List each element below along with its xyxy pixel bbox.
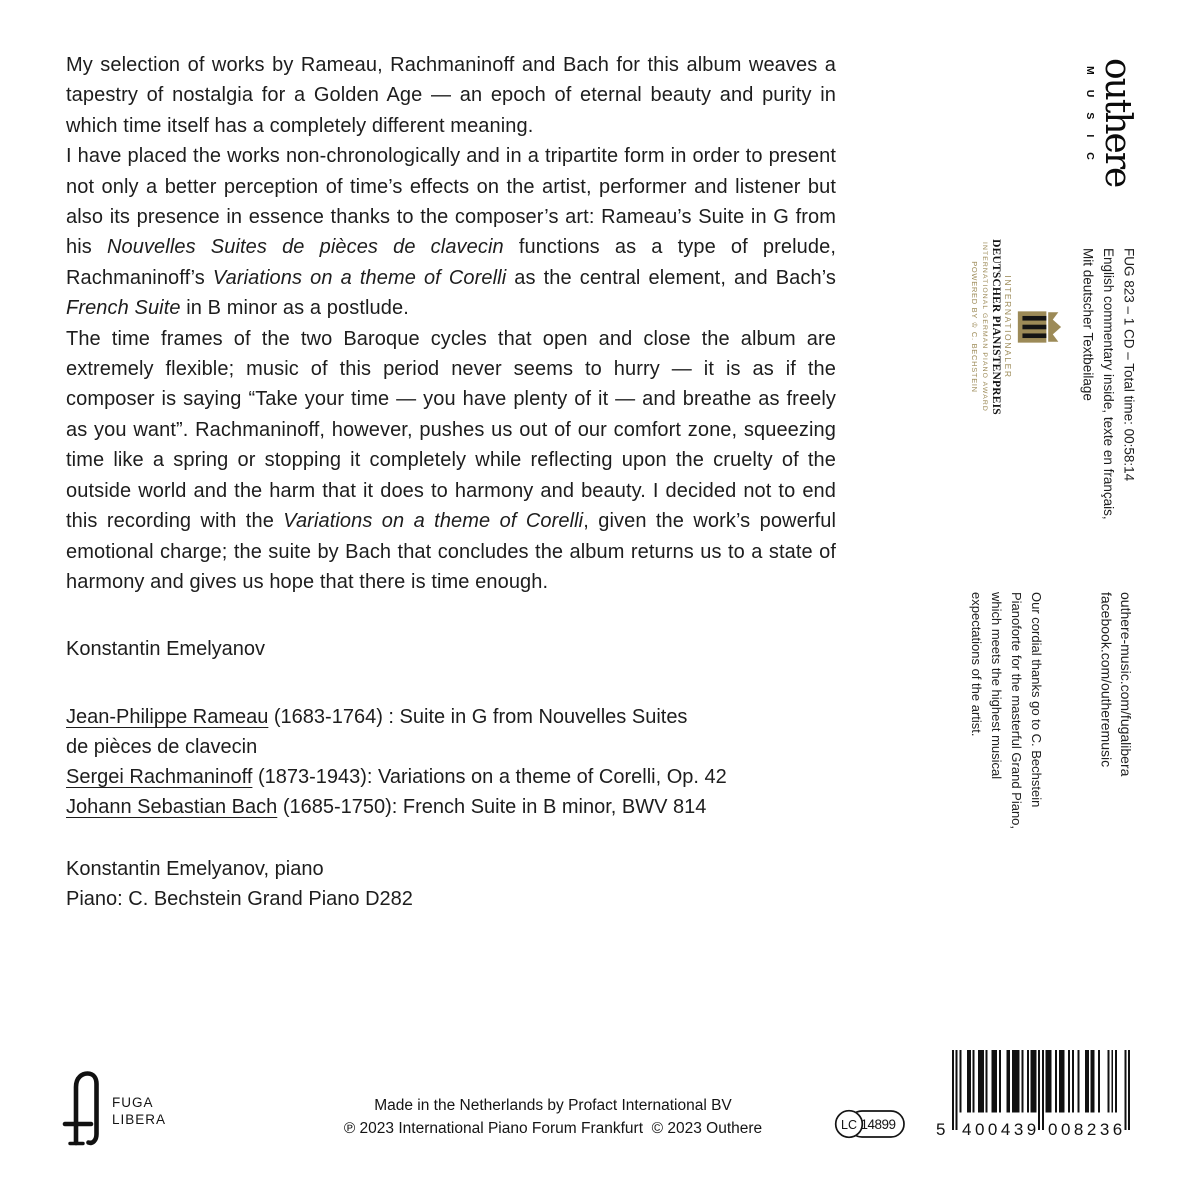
thanks-line: which meets the highest musical [989,592,1004,780]
notes-text: , given the work’s powerful emotional charge; the suite by Bach that concludes the album returns us to a state of harmony and gives us hope that there is time enough. [66,510,836,593]
award-line-title: DEUTSCHER PIANISTENPREIS [990,239,1002,415]
label-name-line: FUGA [112,1095,154,1110]
work-description: (1873-1943): Variations on a theme of Corelli, Op. 42 [252,766,727,788]
work-title-italic: Variations on a theme of Corelli [283,510,584,533]
work-title-italic: Nouvelles Suites de pièces de clavecin [106,236,504,259]
label-links [1096,592,1135,822]
notes-text: in B minor as a postlude. [180,297,409,320]
barcode-bars [952,1050,1130,1130]
production-credits [330,1095,776,1140]
lc-number-text: 14899 [860,1117,896,1132]
liner-notes-paragraph [66,324,836,598]
performer-credits [66,854,413,914]
work-entry [66,702,846,732]
award-line-internationaler: INTERNATIONALER [1003,275,1013,379]
facebook-url: facebook.com/outheremusic [1098,592,1115,768]
thanks-line: Pianoforte for the masterful Grand Piano, [1009,592,1024,830]
work-entry [66,762,846,792]
piano-crown-icon [1016,304,1062,350]
liner-notes [66,50,836,597]
composer-name: Sergei Rachmaninoff [66,766,253,788]
thanks-line: expectations of the artist. [969,592,984,737]
work-description: (1683-1764) : Suite in G from Nouvelles Suites [268,706,688,728]
liner-notes-paragraph [66,141,836,323]
work-title-italic: Variations on a theme of Corelli [212,266,507,289]
outhere-logo: outhere [1097,58,1138,187]
instrument-line: Piano: C. Bechstein Grand Piano D282 [66,888,413,910]
barcode-digit-group: 400439 [962,1120,1040,1139]
commentary-line: Mit deutscher Textbeilage [1080,248,1096,401]
award-line-powered-by: POWERED BY ♔ C. BECHSTEIN [970,261,979,393]
ean-barcode [936,1050,1136,1140]
outhere-logo-music-label: MUSIC [1084,66,1096,175]
liner-notes-paragraph [66,50,836,141]
award-line-english: INTERNATIONAL GERMAN PIANO AWARD [981,242,988,412]
copyright-line: ℗ 2023 International Piano Forum Frankfurt © 2023 Outhere [343,1119,763,1137]
label-name-line: LIBERA [112,1112,167,1127]
composer-name: Johann Sebastian Bach [66,796,278,818]
work-description: (1685-1750): French Suite in B minor, BWV 814 [277,796,707,818]
barcode-digit-group: 008236 [1048,1120,1126,1139]
notes-text: My selection of works by Rameau, Rachmaninoff and Bach for this album weaves a tapestry of nostalgia for a Golden Age — an epoch of eternal beauty and purity in which time itself has a completely different meaning. [66,54,836,137]
notes-text: functions as a type of prelude, Rachmaninoff’s [66,236,836,289]
work-entry [66,792,846,822]
lc-label-code-badge [833,1108,909,1140]
fuga-libera-fl-icon [62,1070,110,1148]
catalog-number-line: FUG 823 – 1 CD – Total time: 00:58:14 [1121,248,1137,482]
performer-line: Konstantin Emelyanov, piano [66,858,324,880]
work-title-italic: French Suite [66,297,181,320]
barcode-lead-digit: 5 [936,1120,946,1139]
composer-name: Jean-Philippe Rameau [66,706,269,728]
thanks-line: Our cordial thanks go to C. Bechstein [1029,592,1044,808]
notes-text: as the central element, and Bach’s [506,266,836,289]
author-signature: Konstantin Emelyanov [66,638,266,660]
works-list [66,702,846,822]
notes-text: I have placed the works non-chronologically and in a tripartite form in order to present not only a better perception of time’s effects on the artist, performer and listener but also its presence in essence thanks to the composer’s art: Rameau’s Suite in G from his [66,145,836,259]
notes-text: The time frames of the two Baroque cycles that open and close the album are extremely flexible; music of this period never seems to hurry — it is as if the composer is saying “Take your time — you have plenty of it — and breathe as freely as you want”. Rachmaninoff, however, pushes us out of our comfort zone, squeezing time like a spring or stopping it completely while reflecting upon the cruelty of the outside world and the harm that it does to harmony and beauty. I decided not to end this recording with the [66,327,836,533]
work-entry-continuation: de pièces de clavecin [66,736,258,758]
commentary-line: English commentary inside, texte en français, [1101,248,1116,520]
lc-prefix-text: LC [841,1118,857,1132]
release-info [1077,248,1139,578]
fuga-libera-label-name [112,1094,166,1128]
pianistenpreis-award-logo [960,239,1062,415]
website-url: outhere-music.com/fugalibera [1118,592,1134,777]
manufacture-line: Made in the Netherlands by Profact International BV [374,1097,732,1114]
thanks-note [966,592,1046,882]
